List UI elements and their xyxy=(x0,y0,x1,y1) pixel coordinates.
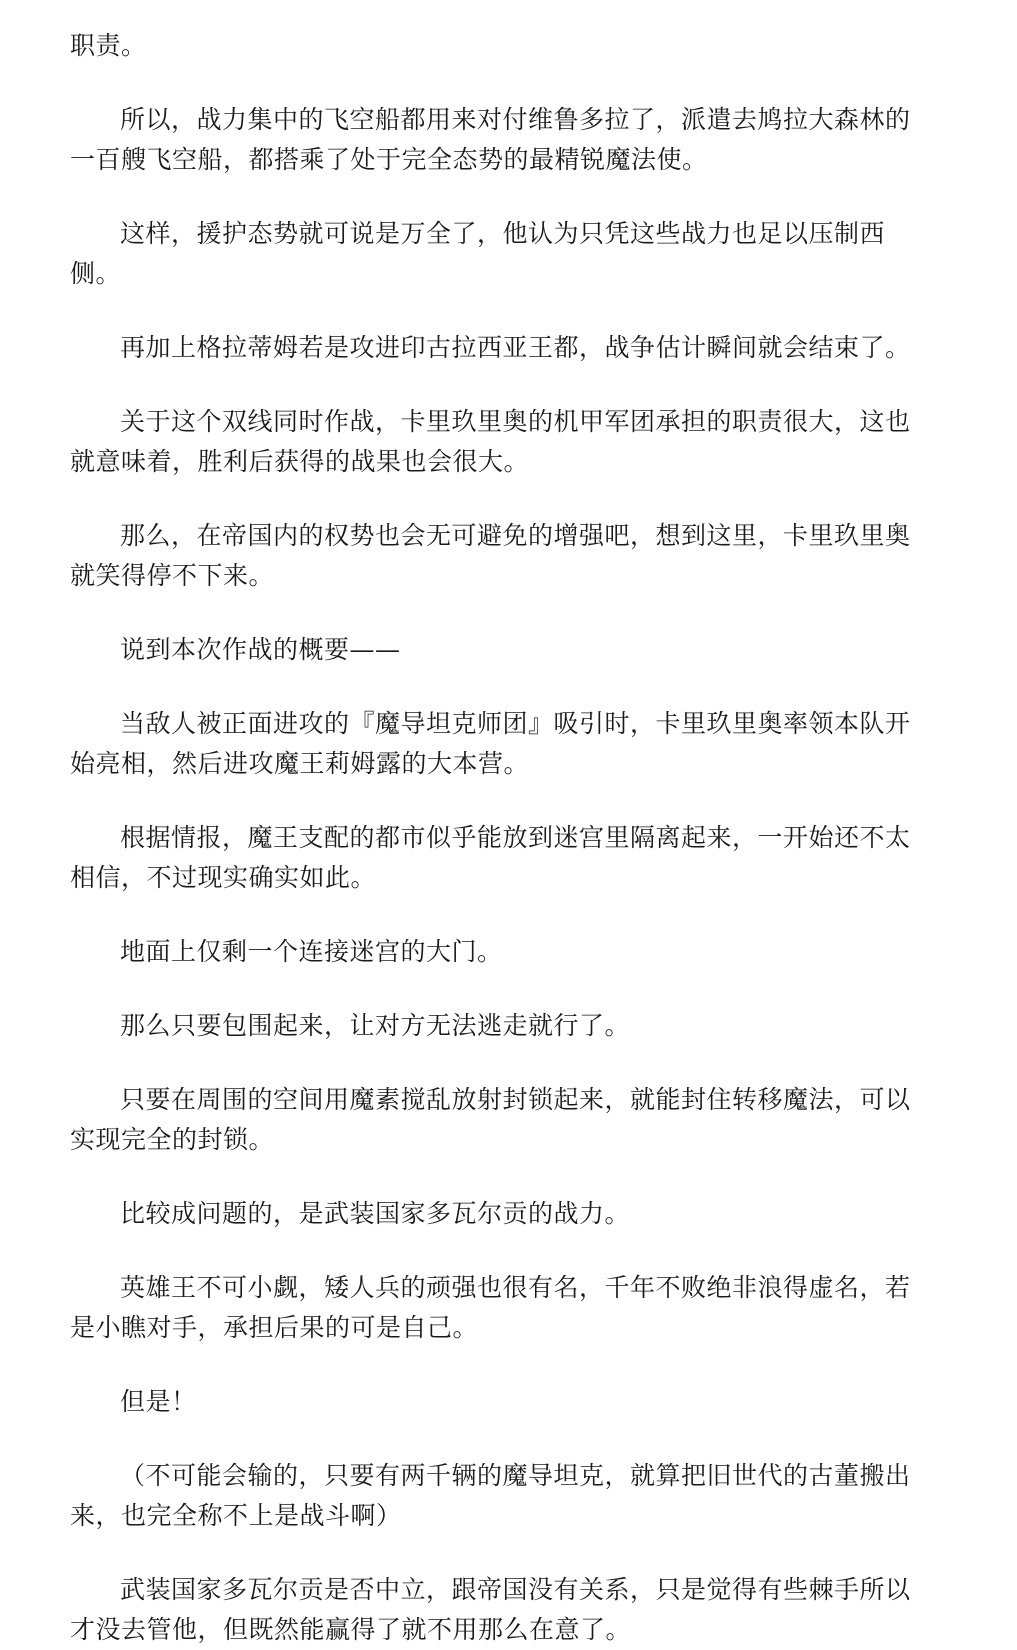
paragraph: 那么只要包围起来，让对方无法逃走就行了。 xyxy=(120,1011,631,1040)
paragraph: 比较成问题的，是武装国家多瓦尔贡的战力。 xyxy=(120,1199,631,1228)
paragraph: 英雄王不可小觑，矮人兵的顽强也很有名，千年不败绝非浪得虚名，若是小瞧对手，承担后果的可是自己。 xyxy=(70,1273,911,1342)
paragraph: 那么，在帝国内的权势也会无可避免的增强吧，想到这里，卡里玖里奥就笑得停不下来。 xyxy=(70,521,911,590)
paragraph: 职责。 xyxy=(70,31,147,60)
paragraph: 再加上格拉蒂姆若是攻进印古拉西亚王都，战争估计瞬间就会结束了。 xyxy=(120,333,911,362)
paragraph: 当敌人被正面进攻的『魔导坦克师团』吸引时，卡里玖里奥率领本队开始亮相，然后进攻魔王莉姆露的大本营。 xyxy=(70,709,911,778)
paragraph: 武装国家多瓦尔贡是否中立，跟帝国没有关系，只是觉得有些棘手所以才没去管他，但既然能赢得了就不用那么在意了。 xyxy=(70,1575,911,1644)
paragraph: 所以，战力集中的飞空船都用来对付维鲁多拉了，派遣去鸠拉大森林的一百艘飞空船，都搭乘了处于完全态势的最精锐魔法使。 xyxy=(70,105,911,174)
paragraph: 只要在周围的空间用魔素搅乱放射封锁起来，就能封住转移魔法，可以实现完全的封锁。 xyxy=(70,1085,911,1154)
paragraph: 这样，援护态势就可说是万全了，他认为只凭这些战力也足以压制西侧。 xyxy=(70,219,886,288)
paragraph: 根据情报，魔王支配的都市似乎能放到迷宫里隔离起来，一开始还不太相信，不过现实确实如此。 xyxy=(70,823,911,892)
paragraph: 说到本次作战的概要—— xyxy=(120,635,401,664)
paragraph: 地面上仅剩一个连接迷宫的大门。 xyxy=(120,937,503,966)
paragraph: 关于这个双线同时作战，卡里玖里奥的机甲军团承担的职责很大，这也就意味着，胜利后获得的战果也会很大。 xyxy=(70,407,911,476)
paragraph: 但是！ xyxy=(120,1387,197,1416)
paragraph: （不可能会输的，只要有两千辆的魔导坦克，就算把旧世代的古董搬出来，也完全称不上是战斗啊） xyxy=(70,1461,911,1530)
